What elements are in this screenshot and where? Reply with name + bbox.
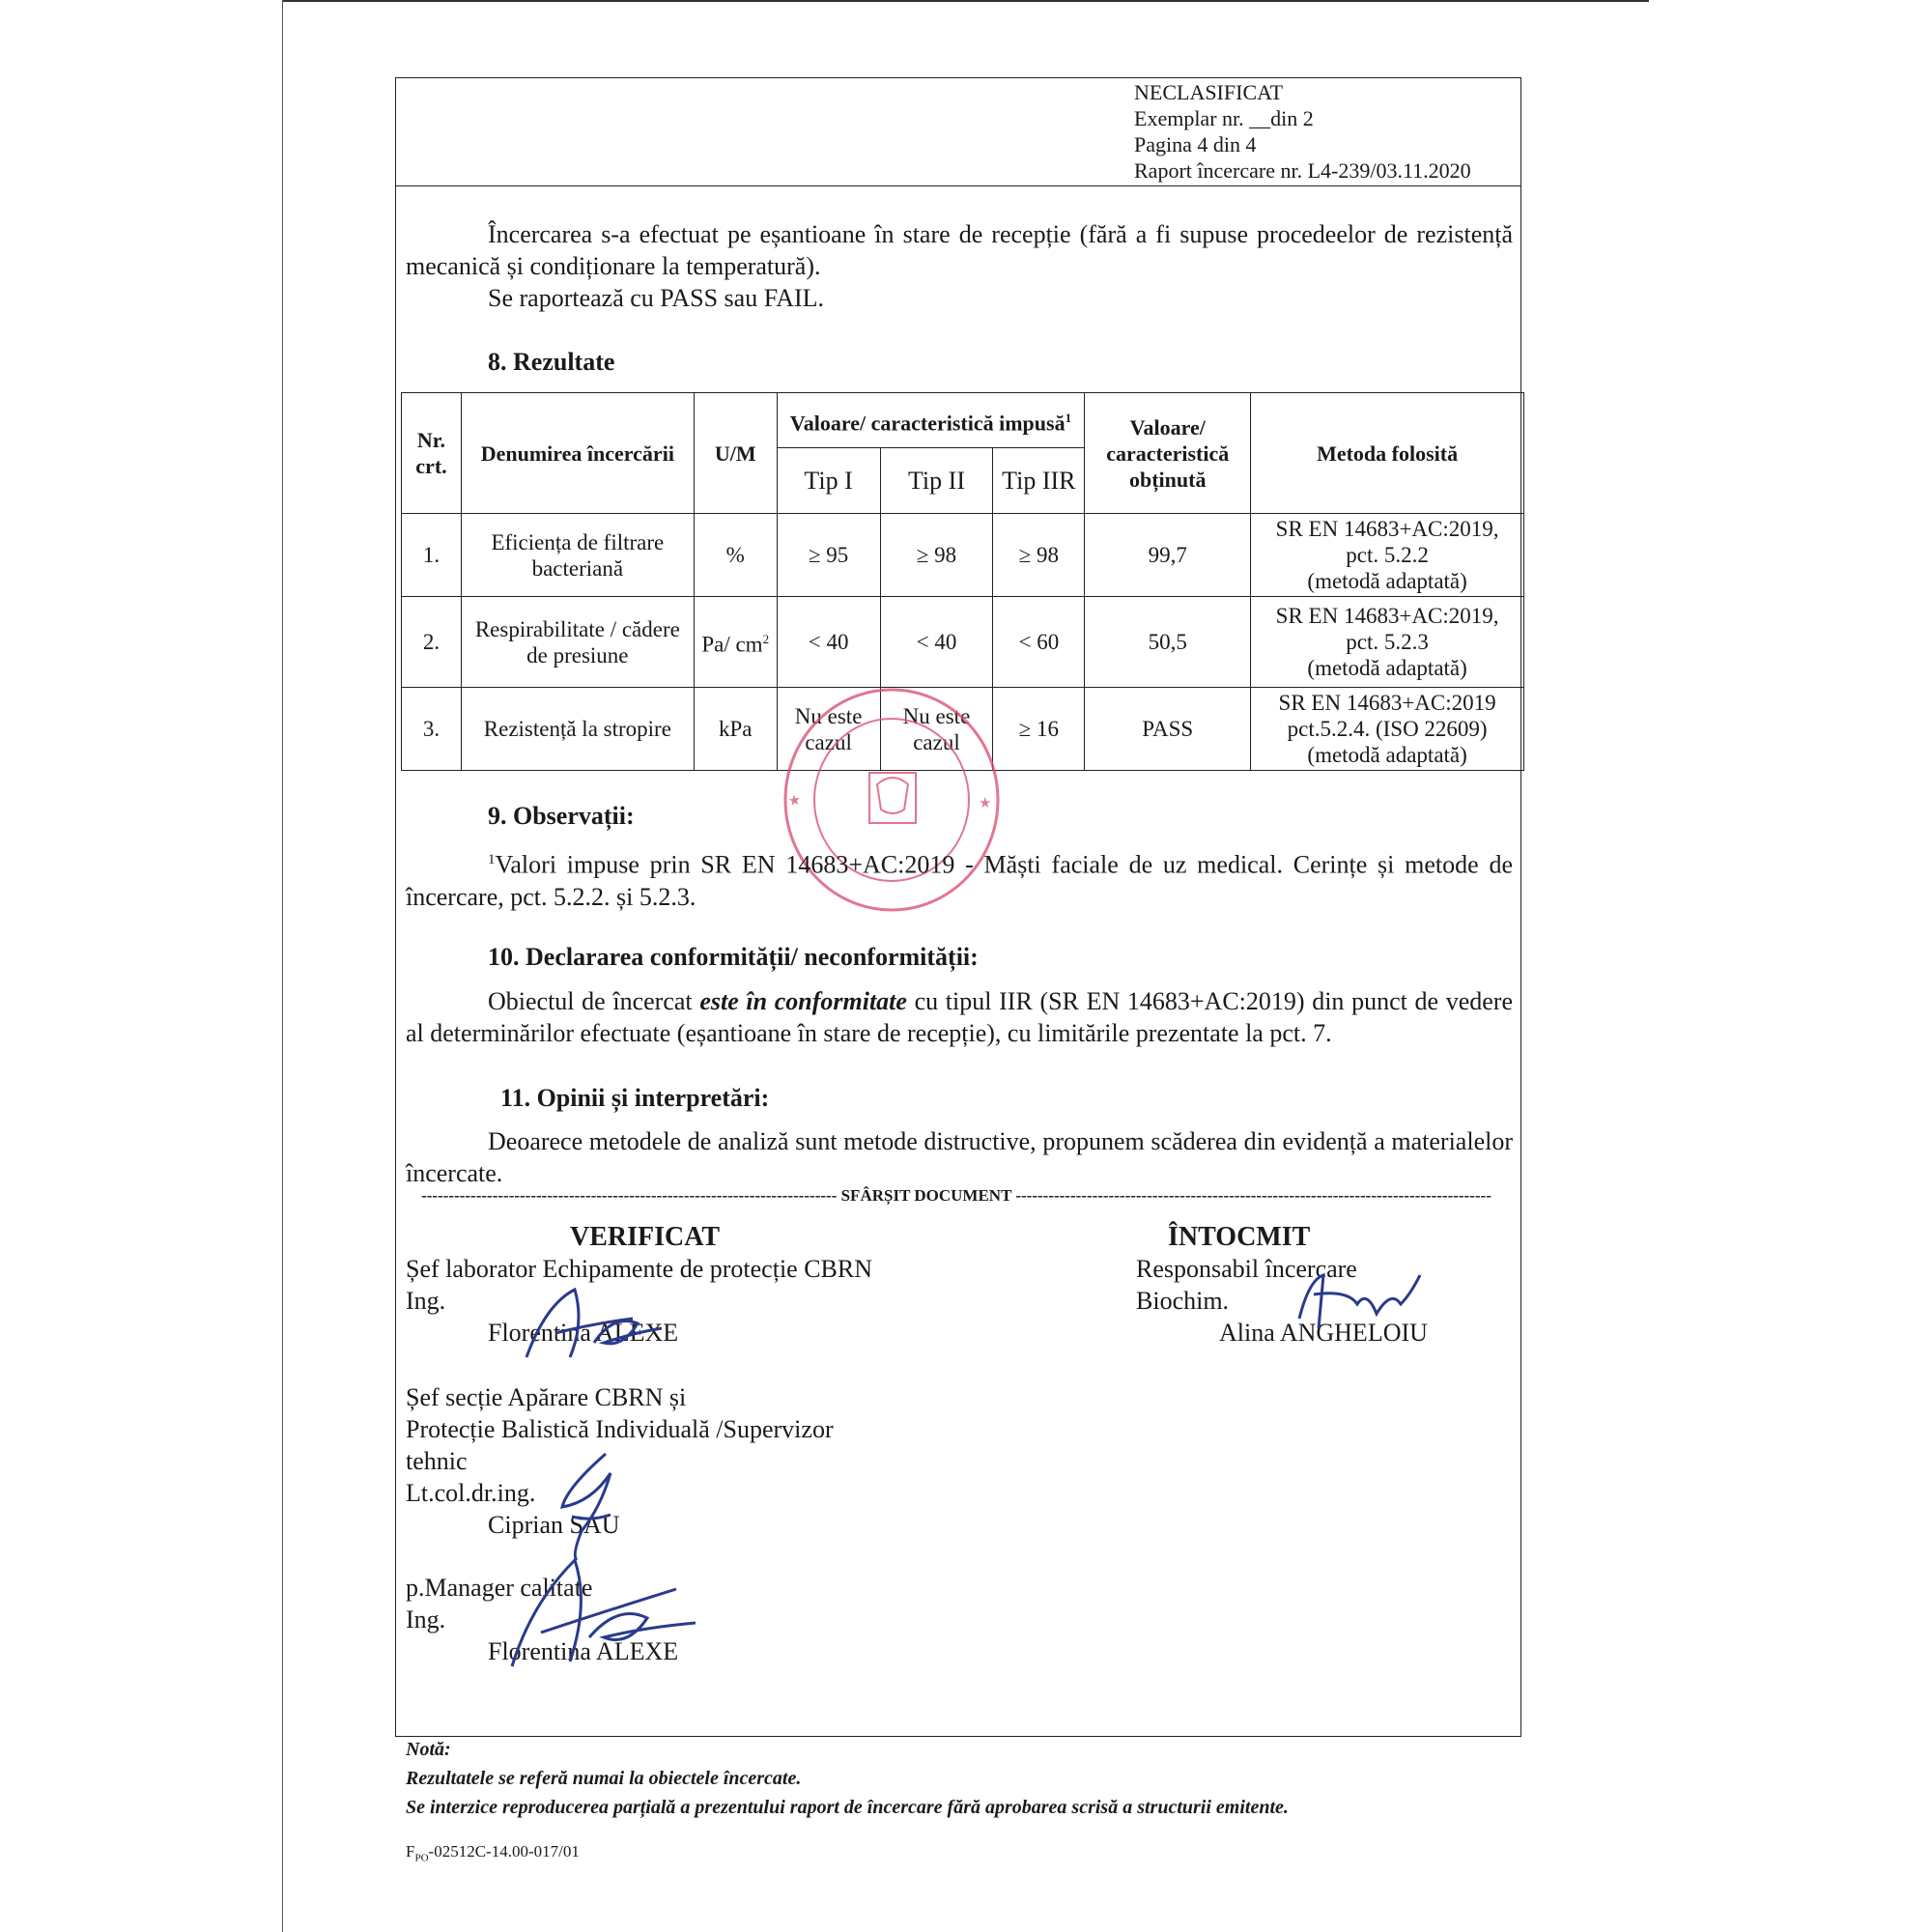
svg-text:★: ★	[786, 792, 805, 809]
row-tip2r: ≥ 98	[993, 514, 1085, 597]
form-code-rest: -02512C-14.00-017/01	[428, 1842, 580, 1861]
observatii-body: Valori impuse prin SR EN 14683+AC:2019 - Măști faciale de uz medical. Cerințe și metode de încercare, pct. 5.2.2. și 5.2.3.	[406, 850, 1513, 911]
form-code-prefix: F	[406, 1842, 415, 1861]
end-of-document-marker: ---------------------------------------------------------------------------- SFÂRȘIT DOCUMENT ---------------------------------------------------------------------------------------	[421, 1186, 1492, 1205]
metoda-line: pct. 5.2.3	[1346, 630, 1429, 654]
metoda-line: pct. 5.2.2	[1346, 543, 1429, 567]
row-tip2r: ≥ 16	[993, 688, 1085, 771]
row-nr: 1.	[402, 514, 462, 597]
verificat-name: Florentina ALEXE	[488, 1319, 679, 1347]
col-tip2r: Tip IIR	[993, 448, 1085, 514]
metoda-line: (metodă adaptată)	[1307, 743, 1467, 767]
row-denumire: Eficiența de filtrare bacteriană	[461, 514, 694, 597]
table-header-row	[402, 393, 1524, 448]
declarare-emphasis: este în conformitate	[699, 987, 907, 1015]
intocmit-grade: Biochim.	[1136, 1287, 1230, 1315]
manager-role: p.Manager calitate	[406, 1574, 593, 1602]
col-denumire: Denumirea încercării	[461, 393, 694, 514]
um-exponent: 2	[762, 632, 770, 647]
row-denumire: Respirabilitate / cădere de presiune	[461, 597, 694, 688]
observatii-heading: 9. Observații:	[488, 802, 635, 830]
metoda-line: SR EN 14683+AC:2019	[1278, 691, 1496, 715]
metoda-line: (metodă adaptată)	[1307, 569, 1467, 593]
sef-sectie-role: tehnic	[406, 1447, 468, 1475]
table-row	[402, 514, 1524, 597]
row-um: kPa	[694, 688, 777, 771]
note-line: Rezultatele se referă numai la obiectele încercate.	[406, 1768, 802, 1789]
col-tip1: Tip I	[777, 448, 880, 514]
row-nr: 2.	[402, 597, 462, 688]
declarare-pre: Obiectul de încercat	[488, 987, 700, 1015]
col-obtinuta: Valoare/ caracteristică obținută	[1085, 393, 1251, 514]
footnote-marker: 1	[488, 852, 496, 867]
row-tip1: ≥ 95	[777, 514, 880, 597]
declarare-post: cu tipul IIR (SR EN 14683+AC:2019) din punct de vedere al determinărilor efectuate (eșantioane în stare de recepție), cu limitările prezentate la pct. 7.	[406, 987, 1513, 1047]
um-label: Pa/ cm	[701, 632, 763, 657]
footnote-ref: 1	[1065, 410, 1072, 425]
col-impusa	[777, 393, 1085, 448]
row-um: %	[694, 514, 777, 597]
exemplar-label: Exemplar nr. __din 2	[1134, 106, 1314, 130]
scan-edge-left	[282, 0, 283, 1932]
col-tip2: Tip II	[880, 448, 993, 514]
observatii-text	[406, 844, 1513, 913]
sef-sectie-grade: Lt.col.dr.ing.	[406, 1479, 536, 1507]
verificat-grade: Ing.	[406, 1287, 446, 1315]
svg-text:★: ★	[979, 796, 992, 811]
row-obtinuta: 99,7	[1085, 514, 1251, 597]
footer-note	[406, 1735, 1289, 1822]
row-tip1: < 40	[777, 597, 880, 688]
intocmit-title: ÎNTOCMIT	[1168, 1222, 1311, 1252]
intocmit-name: Alina ANGHELOIU	[1219, 1319, 1428, 1347]
row-tip2: < 40	[880, 597, 993, 688]
row-um	[694, 597, 777, 688]
row-obtinuta: PASS	[1085, 688, 1251, 771]
row-tip2: Nu este cazul	[880, 688, 993, 771]
note-line: Se interzice reproducerea parțială a prezentului raport de încercare fără aprobarea scrisă a structurii emitente.	[406, 1797, 1289, 1818]
row-tip1: Nu este cazul	[777, 688, 880, 771]
row-metoda	[1251, 597, 1524, 688]
col-um: U/M	[694, 393, 777, 514]
manager-name: Florentina ALEXE	[488, 1637, 679, 1665]
verificat-role: Șef laborator Echipamente de protecție CBRN	[406, 1255, 873, 1283]
declarare-heading: 10. Declararea conformității/ neconformității:	[488, 943, 979, 971]
row-tip2r: < 60	[993, 597, 1085, 688]
row-nr: 3.	[402, 688, 462, 771]
sef-sectie-role: Protecție Balistică Individuală /Supervizor	[406, 1415, 834, 1443]
declarare-text	[406, 985, 1513, 1049]
manager-grade: Ing.	[406, 1605, 446, 1634]
document-header	[1134, 79, 1471, 184]
row-denumire: Rezistență la stropire	[461, 688, 694, 771]
intro-paragraph: Încercarea s-a efectuat pe eșantioane în stare de recepție (fără a fi supuse procedeelor de rezistență mecanică și condiționare la temperatură).	[406, 220, 1513, 280]
form-code	[406, 1842, 580, 1863]
page-number: Pagina 4 din 4	[1134, 132, 1257, 156]
scan-edge-top	[282, 0, 1649, 2]
table-row	[402, 597, 1524, 688]
row-metoda	[1251, 514, 1524, 597]
verificat-title: VERIFICAT	[570, 1222, 721, 1252]
sef-sectie-role: Șef secție Apărare CBRN și	[406, 1383, 687, 1411]
col-impusa-label: Valoare/ caracteristică impusă	[789, 411, 1065, 436]
intocmit-role: Responsabil încercare	[1136, 1255, 1357, 1283]
classification-label: NECLASIFICAT	[1134, 80, 1284, 104]
row-metoda	[1251, 688, 1524, 771]
metoda-line: pct.5.2.4. (ISO 22609)	[1287, 717, 1488, 741]
signature-verificat	[517, 1265, 681, 1372]
intro-pass-fail: Se raportează cu PASS sau FAIL.	[488, 284, 825, 312]
signature-intocmit	[1290, 1261, 1425, 1338]
row-obtinuta: 50,5	[1085, 597, 1251, 688]
opinii-text: Deoarece metodele de analiză sunt metode distructive, propunem scăderea din evidență a materialelor încercate.	[406, 1127, 1513, 1187]
report-number: Raport încercare nr. L4-239/03.11.2020	[1134, 158, 1471, 183]
opinii-heading: 11. Opinii și interpretări:	[500, 1084, 770, 1112]
col-nr: Nr. crt.	[402, 393, 462, 514]
metoda-line: SR EN 14683+AC:2019,	[1275, 604, 1499, 628]
col-metoda: Metoda folosită	[1251, 393, 1524, 514]
row-tip2: ≥ 98	[880, 514, 993, 597]
results-heading: 8. Rezultate	[488, 348, 615, 376]
metoda-line: SR EN 14683+AC:2019,	[1275, 517, 1499, 541]
note-label: Notă:	[406, 1739, 451, 1760]
metoda-line: (metodă adaptată)	[1307, 656, 1467, 680]
form-code-sub: PO	[414, 1852, 429, 1864]
sef-sectie-name: Ciprian SAU	[488, 1511, 620, 1539]
header-divider	[395, 185, 1521, 186]
signature-manager	[483, 1546, 705, 1681]
